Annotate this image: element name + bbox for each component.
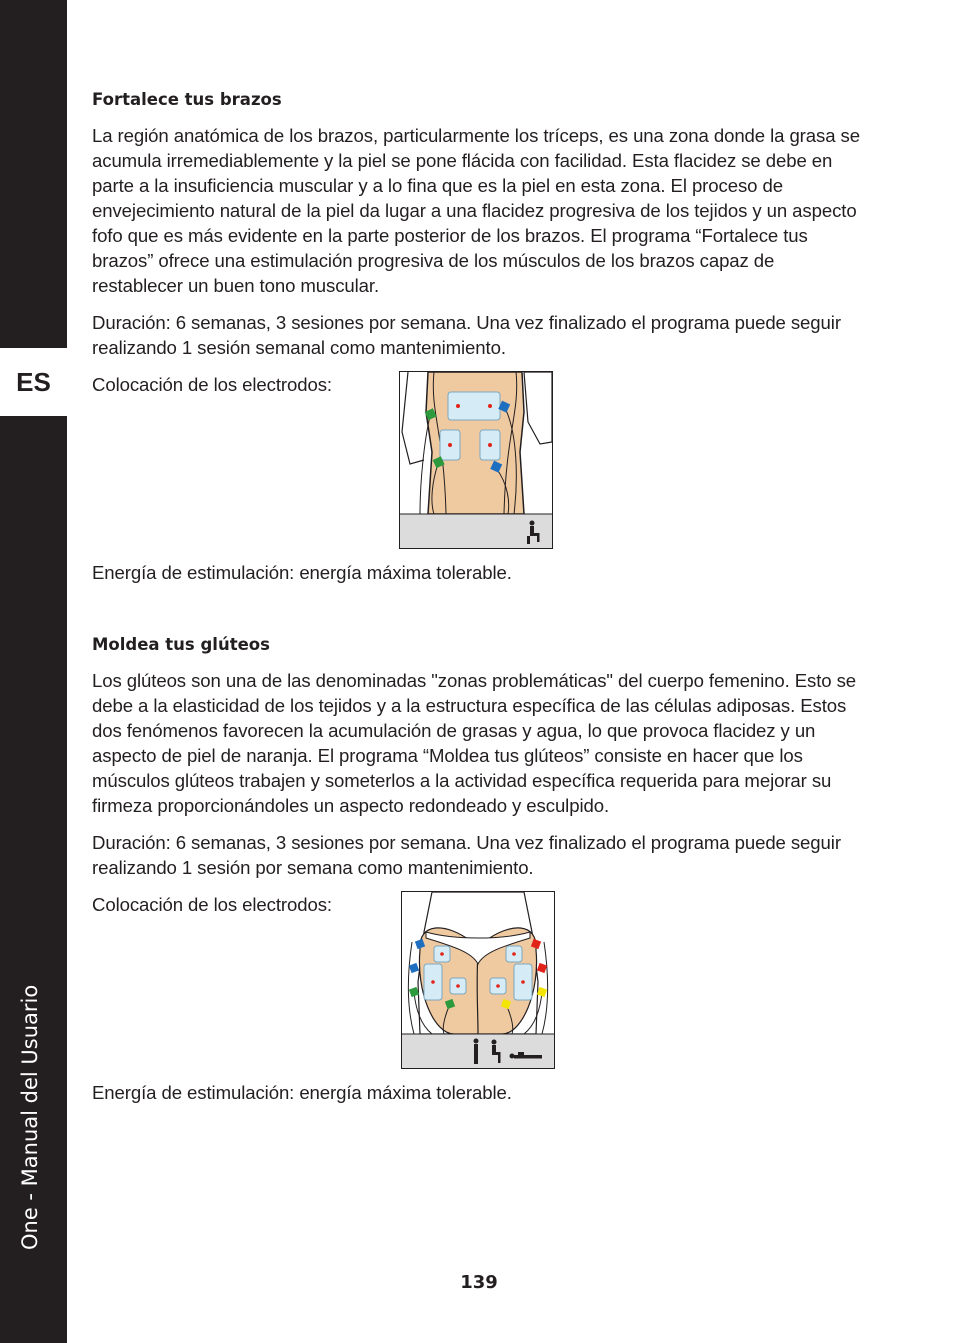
duration-glutes: Duración: 6 semanas, 3 sesiones por semana. Una vez finalizado el programa puede seguir realizando 1 sesión por semana como mantenimiento. [92, 832, 841, 878]
page-number-text: 139 [460, 1272, 498, 1293]
section-heading-glutes: Moldea tus glúteos [92, 635, 270, 654]
electrode-placement-glutes [92, 892, 862, 1080]
electrode-placement-arms [92, 372, 862, 560]
manual-title: One - Manual del Usuario [18, 984, 42, 1250]
duration-arms: Duración: 6 semanas, 3 sesiones por semana. Una vez finalizado el programa puede seguir realizando 1 sesión semanal como mantenimiento. [92, 312, 841, 358]
language-tab [0, 348, 67, 416]
arms-electrode-diagram [399, 371, 553, 549]
section-paragraph-arms: La región anatómica de los brazos, particularmente los tríceps, es una zona donde la grasa se acumula irremediablemente y la piel se pone flácida con facilidad. Esta flacidez se debe en parte a la insuficiencia muscular y a lo fina que es la piel en esta zona. El proceso de envejecimiento natural de la piel da lugar a una flacidez progresiva de los tejidos y un aspecto fofo que es más evidente en la parte posterior de los brazos. El programa “Fortalece tus brazos” ofrece una estimulación progresiva de los músculos de los brazos capaz de restablecer un buen tono muscular. [92, 125, 860, 296]
arms-illustration [400, 372, 552, 548]
section-paragraph-glutes: Los glúteos son una de las denominadas "zonas problemáticas" del cuerpo femenino. Esto se debe a la elasticidad de los tejidos y a la estructura específica de las células adiposas. Estos dos fenómenos favorecen la acumulación de grasas y agua, lo que provoca flacidez y un aspecto de piel de naranja. El programa “Moldea tus glúteos” consiste en hacer que los músculos glúteos trabajen y someterlos a la actividad específica requerida para mejorar su firmeza proporcionándoles un aspecto redondeado y esculpido. [92, 670, 857, 816]
placement-label-arms: Colocación de los electrodos: [92, 374, 332, 395]
page-number [0, 1272, 954, 1293]
main-content [92, 90, 862, 1117]
energy-arms: Energía de estimulación: energía máxima tolerable. [92, 562, 512, 583]
standing-person-icon [474, 1039, 479, 1065]
sidebar [0, 0, 67, 1343]
language-code: ES [16, 366, 51, 397]
glutes-electrode-diagram [401, 891, 555, 1069]
energy-glutes: Energía de estimulación: energía máxima tolerable. [92, 1082, 512, 1103]
glutes-illustration [402, 892, 554, 1068]
section-heading-arms: Fortalece tus brazos [92, 90, 282, 109]
placement-label-glutes: Colocación de los electrodos: [92, 894, 332, 915]
